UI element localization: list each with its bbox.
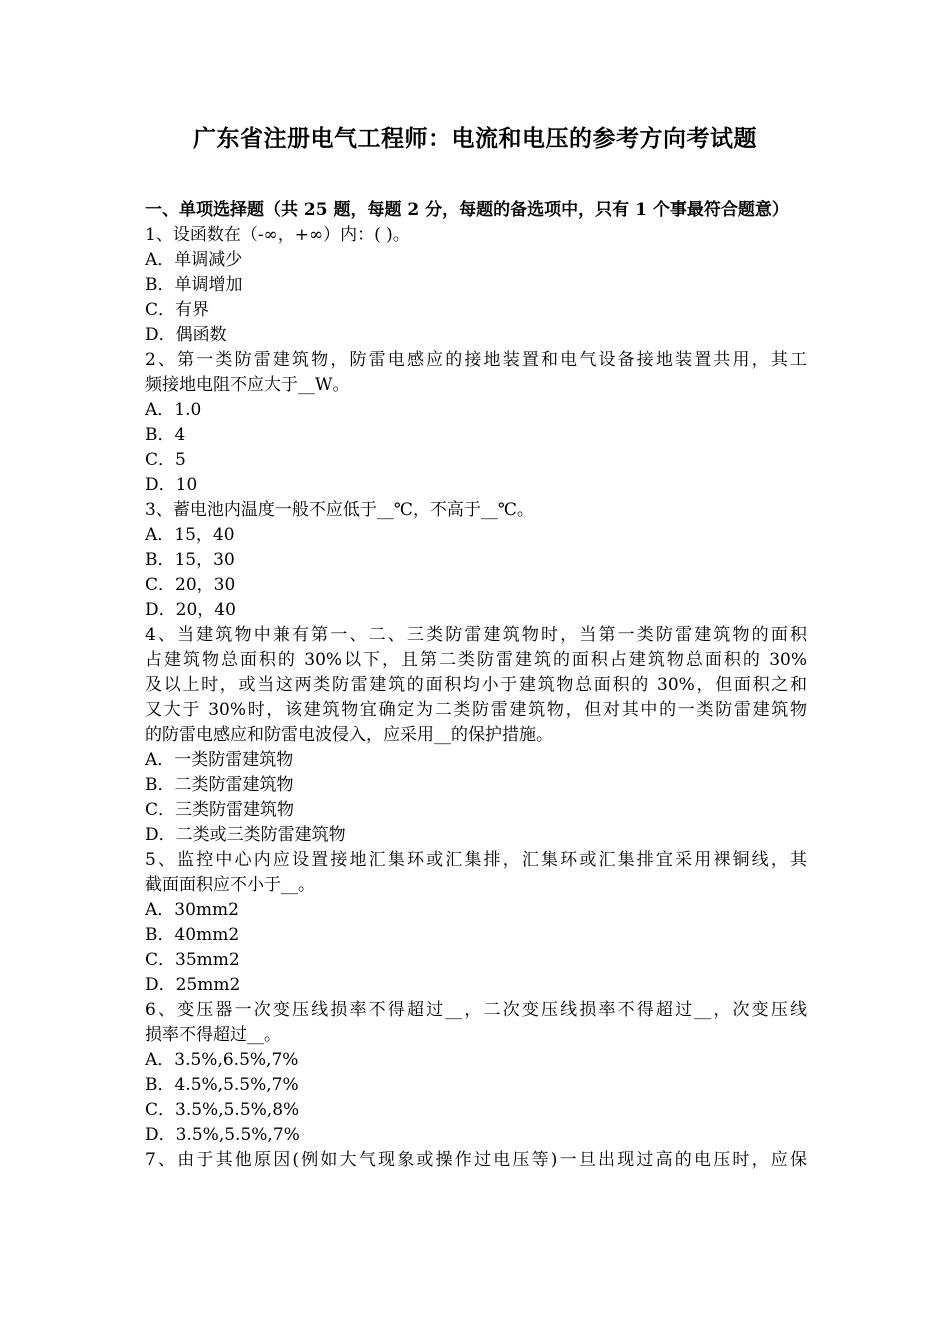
question-text-line: 1、设函数在（-∞，+∞）内：( )。 <box>145 225 410 245</box>
option-b: B．40mm2 <box>145 925 240 945</box>
option-a: A．30mm2 <box>145 900 239 920</box>
question-text-line: 占建筑物总面积的 30%以下，且第二类防雷建筑的面积占建筑物总面积的 30% <box>145 650 807 670</box>
option-c: C．3.5%,5.5%,8% <box>145 1100 300 1120</box>
question-6 <box>145 998 807 1148</box>
option-a: A．1.0 <box>145 400 202 420</box>
question-text-line: 的防雷电感应和防雷电波侵入，应采用__的保护措施。 <box>145 725 553 745</box>
question-text-line: 7、由于其他原因(例如大气现象或操作过电压等)一旦出现过高的电压时，应保 <box>145 1150 807 1170</box>
option-b: B．15，30 <box>145 550 235 570</box>
document-title: 广东省注册电气工程师：电流和电压的参考方向考试题 <box>193 125 757 152</box>
option-c: C．35mm2 <box>145 950 240 970</box>
question-text-line: 及以上时，或当这两类防雷建筑的面积均小于建筑物总面积的 30%，但面积之和 <box>145 675 807 695</box>
option-c: C．三类防雷建筑物 <box>145 800 295 820</box>
option-c: C．有界 <box>145 300 210 320</box>
option-b: B．单调增加 <box>145 275 243 295</box>
question-text-line: 损率不得超过__。 <box>145 1025 281 1045</box>
question-text-line: 又大于 30%时，该建筑物宜确定为二类防雷建筑物，但对其中的一类防雷建筑物 <box>145 700 807 720</box>
option-b: B．4 <box>145 425 186 445</box>
question-text-line: 2、第一类防雷建筑物，防雷电感应的接地装置和电气设备接地装置共用，其工 <box>145 350 807 370</box>
option-c: C．20，30 <box>145 575 236 595</box>
option-d: D．10 <box>145 475 198 495</box>
option-b: B．二类防雷建筑物 <box>145 775 294 795</box>
question-text-line: 6、变压器一次变压线损率不得超过__，二次变压线损率不得超过__，次变压线 <box>145 1000 807 1020</box>
document-body <box>145 198 807 1173</box>
question-2 <box>145 348 807 498</box>
option-a: A．一类防雷建筑物 <box>145 750 294 770</box>
question-text-line: 4、当建筑物中兼有第一、二、三类防雷建筑物时，当第一类防雷建筑物的面积 <box>145 625 807 645</box>
question-4 <box>145 623 807 848</box>
option-a: A．单调减少 <box>145 250 243 270</box>
question-text-line: 3、蓄电池内温度一般不应低于__℃，不高于__℃。 <box>145 500 534 520</box>
option-a: A．3.5%,6.5%,7% <box>145 1050 299 1070</box>
option-d: D．20，40 <box>145 600 236 620</box>
option-d: D．3.5%,5.5%,7% <box>145 1125 300 1145</box>
option-c: C．5 <box>145 450 186 470</box>
option-b: B．4.5%,5.5%,7% <box>145 1075 299 1095</box>
question-1 <box>145 223 807 348</box>
question-text-line: 截面面积应不小于__。 <box>145 875 315 895</box>
option-a: A．15，40 <box>145 525 235 545</box>
question-7 <box>145 1148 807 1173</box>
section-heading: 一、单项选择题（共 25 题，每题 2 分，每题的备选项中，只有 1 个事最符合题意） <box>145 200 789 220</box>
question-5 <box>145 848 807 998</box>
option-d: D．25mm2 <box>145 975 241 995</box>
option-d: D．二类或三类防雷建筑物 <box>145 825 346 845</box>
question-text-line: 5、监控中心内应设置接地汇集环或汇集排，汇集环或汇集排宜采用裸铜线，其 <box>145 850 807 870</box>
option-d: D．偶函数 <box>145 325 227 345</box>
question-text-line: 频接地电阻不应大于__W。 <box>145 375 350 395</box>
question-3 <box>145 498 807 623</box>
